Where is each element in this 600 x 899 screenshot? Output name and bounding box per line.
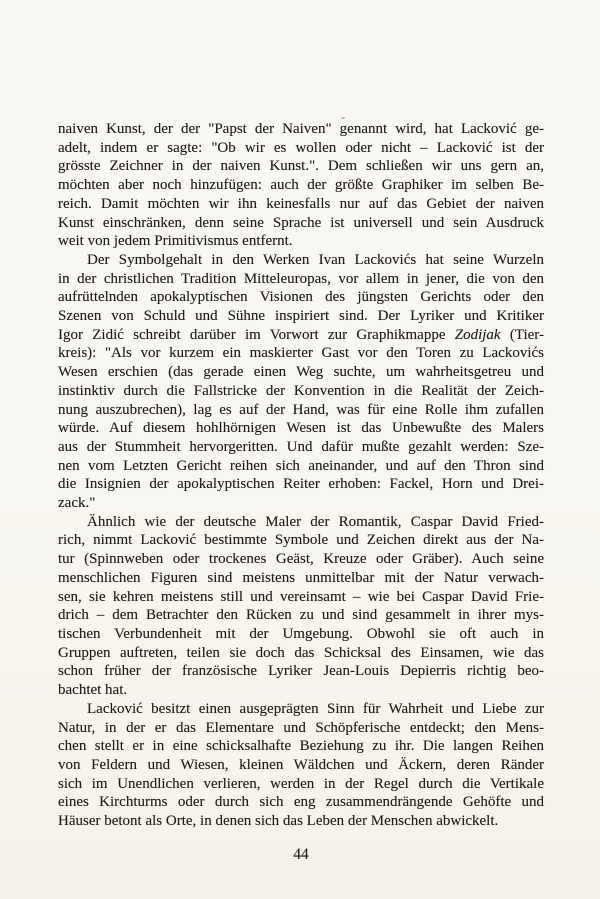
- text-line: aufrüttelnden apokalyptischen Visionen des jüngsten Gerichts oder den: [58, 289, 544, 306]
- paragraph: [58, 513, 544, 700]
- text-line: Gruppen auftreten, teilen sie doch das Schicksal des Einsamen, wie das: [58, 644, 544, 661]
- text-line: drich – dem Betrachter den Rücken zu und sind gesammelt in ihrer mys-: [58, 607, 544, 624]
- paragraph: [58, 251, 544, 513]
- text-line: zack.": [58, 495, 96, 512]
- text-line: sen, sie kehren meistens still und vereinsamt – wie bei Caspar David Frie-: [58, 588, 544, 605]
- text-line: sich im Unendlichen verlieren, werden in der Regel durch die Vertikale: [58, 775, 544, 792]
- text-line: Lacković besitzt einen ausgeprägten Sinn für Wahrheit und Liebe zur: [87, 700, 544, 717]
- text-line: rich, nimmt Lacković bestimmte Symbole und Zeichen direkt aus der Na-: [58, 532, 544, 549]
- text-line: Kunst einschränken, denn seine Sprache ist universell und sein Ausdruck: [58, 214, 544, 231]
- text-line: schon früher der französische Lyriker Jean-Louis Depierris richtig beo-: [58, 663, 544, 680]
- text-line: Ähnlich wie der deutsche Maler der Romantik, Caspar David Fried-: [87, 513, 544, 530]
- text-line: Wesen erschien (das gerade einen Weg suchte, um wahrheitsgetreu und: [58, 364, 544, 381]
- text-line: tischen Verbundenheit mit der Umgebung. Obwohl sie oft auch in: [58, 625, 544, 642]
- text-line: die Insignien der apokalyptischen Reiter erhoben: Fackel, Horn und Drei-: [58, 476, 544, 493]
- text-line: eines Kirchturms oder durch sich eng zusammendrängende Gehöfte und: [58, 794, 544, 811]
- paragraph: [58, 120, 544, 251]
- text-line: instinktiv durch die Fallstricke der Konvention in die Realität der Zeich-: [58, 382, 544, 399]
- text-line: kreis): "Als vor kurzem ein maskierter Gast vor den Toren zu Lackovićs: [58, 345, 544, 362]
- text-line: nen vom Letzten Gericht reihen sich aneinander, und auf den Thron sind: [58, 457, 544, 474]
- page-number: 44: [293, 846, 309, 863]
- text-line: menschlichen Figuren sind meistens unmittelbar mit der Natur verwach-: [58, 569, 544, 586]
- text-line: nung auszubrechen), lag es auf der Hand, was für eine Rolle ihm zufallen: [58, 401, 544, 418]
- paragraph: [58, 700, 544, 831]
- text-line: Szenen von Schuld und Sühne inspiriert sind. Der Lyriker und Kritiker: [58, 308, 544, 325]
- text-line: bachtet hat.: [58, 682, 128, 699]
- text-line: tur (Spinnweben oder trockenes Geäst, Kreuze oder Gräber). Auch seine: [58, 551, 544, 568]
- text-line: von Feldern und Wiesen, kleinen Wäldchen und Äckern, deren Ränder: [58, 756, 544, 773]
- scan-speck: [341, 117, 345, 119]
- text-line: Häuser betont als Orte, in denen sich das Leben der Menschen abwickelt.: [58, 813, 499, 830]
- text-line: weit von jedem Primitivismus entfernt.: [58, 233, 293, 250]
- text-line: würde. Auf diesem hohlhörnigen Wesen ist das Unbewußte des Malers: [58, 420, 544, 437]
- text-line: in der christlichen Tradition Mitteleuropas, vor allem in jener, die von den: [58, 270, 544, 287]
- body-text: [58, 120, 544, 831]
- text-line: reich. Damit möchten wir ihn keinesfalls nur auf das Gebiet der naiven: [58, 195, 544, 212]
- text-line: naiven Kunst, der der "Papst der Naiven" genannt wird, hat Lacković ge-: [58, 121, 544, 137]
- text-line: Igor Zidić schreibt darüber im Vorwort zur Graphikmappe Zodijak (Tier-: [58, 326, 544, 343]
- text-line: adelt, indem er sagte: "Ob wir es wollen oder nicht – Lacković ist der: [58, 139, 544, 156]
- text-line: chen stellt er in eine schicksalhafte Beziehung zu ihr. Die langen Reihen: [58, 738, 544, 755]
- text-line: aus der Stummheit hervorgeritten. Und dafür mußte gezahlt werden: Sze-: [58, 438, 544, 455]
- text-line: grösste Zeichner in der naiven Kunst.". Dem schließen wir uns gern an,: [58, 158, 544, 175]
- text-line: Der Symbolgehalt in den Werken Ivan Lackovićs hat seine Wurzeln: [87, 251, 544, 268]
- text-line: Natur, in der er das Elementare und Schöpferische entdeckt; den Mens-: [58, 719, 544, 736]
- text-line: möchten aber noch hinzufügen: auch der größte Graphiker im selben Be-: [58, 177, 544, 194]
